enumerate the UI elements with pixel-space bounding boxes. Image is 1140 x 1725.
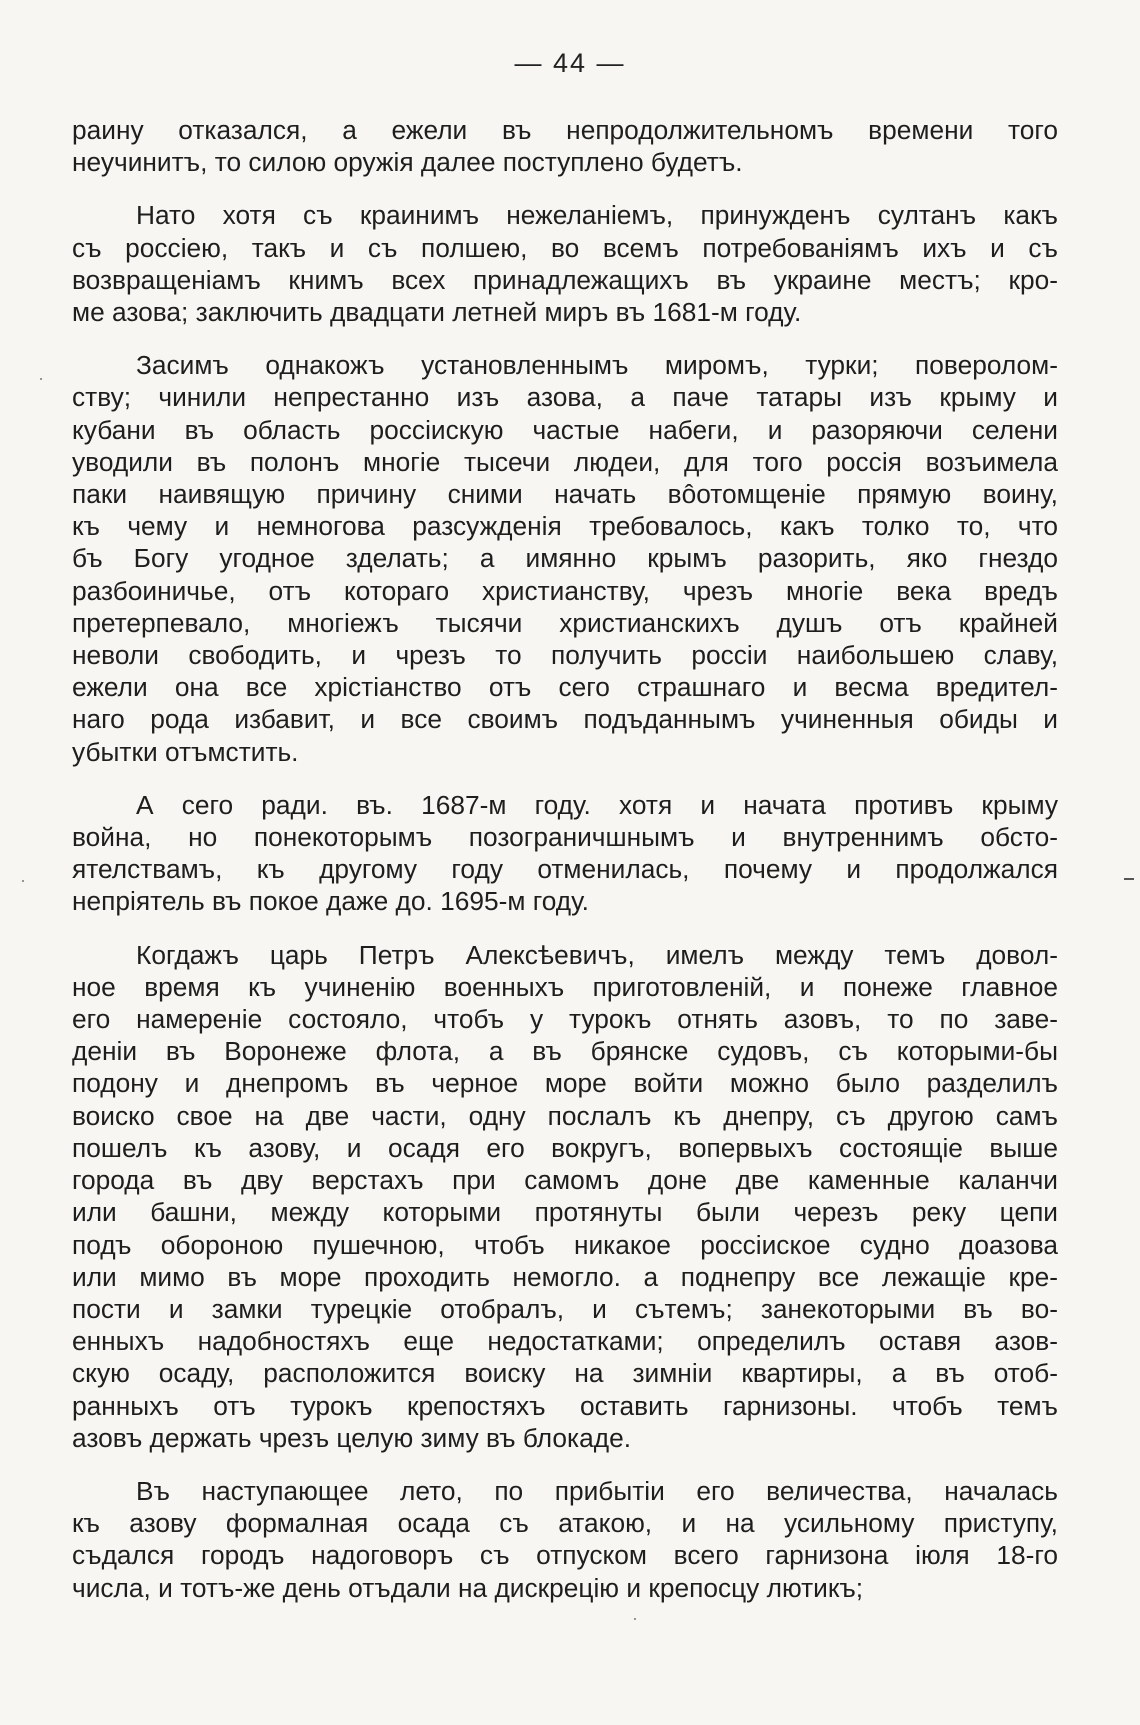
scan-speck: [40, 378, 42, 380]
paragraph: [72, 199, 1058, 328]
text-line: Въ наступающее лето, по прибытіи его величества, началась: [136, 1475, 1058, 1506]
text-line: его намереніе состояло, чтобъ у турокъ отнять азовъ, то по заве-: [72, 1004, 1058, 1035]
text-line: къ чему и немногова разсужденія требовалось, какъ толко то, что: [72, 511, 1058, 542]
text-line: или мимо въ море проходить немогло. а поднепру все лежащіе кре-: [72, 1261, 1058, 1292]
text-line: воиско свое на две части, одну послалъ къ днепру, съ другою самъ: [72, 1100, 1058, 1131]
text-line: Нато хотя съ краинимъ нежеланіемъ, принужденъ султанъ какъ: [136, 200, 1058, 231]
text-line: пошелъ къ азову, и осадя его вокругъ, вопервыхъ состоящіе выше: [72, 1132, 1058, 1163]
text-line: ме азова; заключить двадцати летней миръ въ 1681-м году.: [72, 297, 802, 328]
text-line: раину отказался, а ежели въ непродолжительномъ времени того: [72, 115, 1058, 145]
scan-speck: [634, 1618, 636, 1620]
paragraph: [72, 789, 1058, 918]
text-line: подону и днепромъ въ черное море войти можно было разделилъ: [72, 1068, 1058, 1099]
text-line: ству; чинили непрестанно изъ азова, а паче татары изъ крыму и: [72, 382, 1058, 413]
margin-mark: [1124, 878, 1134, 880]
text-line: деніи въ Воронеже флота, а въ брянске судовъ, съ которыми-бы: [72, 1036, 1058, 1067]
text-line: наго рода избавит, и все своимъ подъданнымъ учиненныя обиды и: [72, 704, 1058, 735]
text-line: Когдажъ царь Петръ Алексѣевичъ, имелъ между темъ довол-: [136, 939, 1058, 970]
paragraph: [72, 939, 1058, 1454]
text-line: война, но понекоторымъ позограничшнымъ и внутреннимъ обсто-: [72, 822, 1058, 853]
text-line: ятелствамъ, къ другому году отменилась, почему и продолжался: [72, 854, 1058, 885]
text-line: съдался городъ надоговоръ съ отпуском всего гарнизона іюля 18-го: [72, 1540, 1058, 1571]
text-line: къ азову формалная осада съ атакою, и на усильному приступу,: [72, 1508, 1058, 1539]
text-line: убытки отъмстить.: [72, 736, 299, 767]
text-line: претерпевало, многіежъ тысячи христианскихъ душъ отъ крайней: [72, 607, 1058, 638]
paragraph: [72, 349, 1058, 768]
text-line: А сего ради. въ. 1687-м году. хотя и начата противъ крыму: [136, 789, 1058, 820]
text-line: ранныхъ отъ турокъ крепостяхъ оставить гарнизоны. чтобъ темъ: [72, 1390, 1058, 1421]
text-line: неучинитъ, то силою оружія далее поступлено будетъ.: [72, 147, 743, 178]
text-line: ежели она все хрістіанство отъ сего страшнаго и весма вредител-: [72, 672, 1058, 703]
text-line: скую осаду, расположится воиску на зимніи квартиры, а въ отоб-: [72, 1358, 1058, 1389]
body-text: [72, 114, 1058, 1625]
text-line: азовъ держать чрезъ целую зиму въ блокаде.: [72, 1422, 632, 1453]
text-line: числа, и тотъ-же день отъдали на дискрецію и крепосцу лютикъ;: [72, 1572, 864, 1603]
scan-speck: [22, 880, 24, 882]
text-line: пости и замки турецкіе отобралъ, и сътемъ; занекоторыми въ во-: [72, 1293, 1058, 1324]
text-line: съ россіею, такъ и съ полшею, во всемъ потребованіямъ ихъ и съ: [72, 232, 1058, 263]
text-line: разбоиничье, отъ котораго христианству, чрезъ многіе века вредъ: [72, 575, 1058, 606]
text-line: возвращеніамъ книмъ всех принадлежащихъ въ украине местъ; кро-: [72, 264, 1058, 295]
paragraph: [72, 114, 1058, 178]
text-line: кубани въ область россіискую частые набеги, и разоряючи селени: [72, 414, 1058, 445]
text-line: или башни, между которыми протянуты были черезъ реку цепи: [72, 1197, 1058, 1228]
text-line: ное время къ учиненію военныхъ приготовленій, и понеже главное: [72, 971, 1058, 1002]
text-line: паки наивящую причину сними начать вôотомщеніе прямую воину,: [72, 479, 1058, 510]
text-line: непріятель въ покое даже до. 1695-м году.: [72, 886, 589, 917]
paragraph: [72, 1475, 1058, 1604]
text-line: неволи свободить, и чрезъ то получить россіи наибольшею славу,: [72, 640, 1058, 671]
text-line: города въ дву верстахъ при самомъ доне две каменные каланчи: [72, 1165, 1058, 1196]
page-number: — 44 —: [514, 48, 626, 78]
text-line: уводили въ полонъ многіе тысечи людеи, для того россія возъимела: [72, 446, 1058, 477]
text-line: Засимъ однакожъ установленнымъ миромъ, турки; поверолом-: [136, 350, 1058, 381]
text-line: бъ Богу угодное зделать; а имянно крымъ разорить, яко гнездо: [72, 543, 1058, 574]
text-line: подъ обороною пушечною, чтобъ никакое россіиское судно доазова: [72, 1229, 1058, 1260]
text-line: енныхъ надобностяхъ еще недостатками; определилъ оставя азов-: [72, 1326, 1058, 1357]
